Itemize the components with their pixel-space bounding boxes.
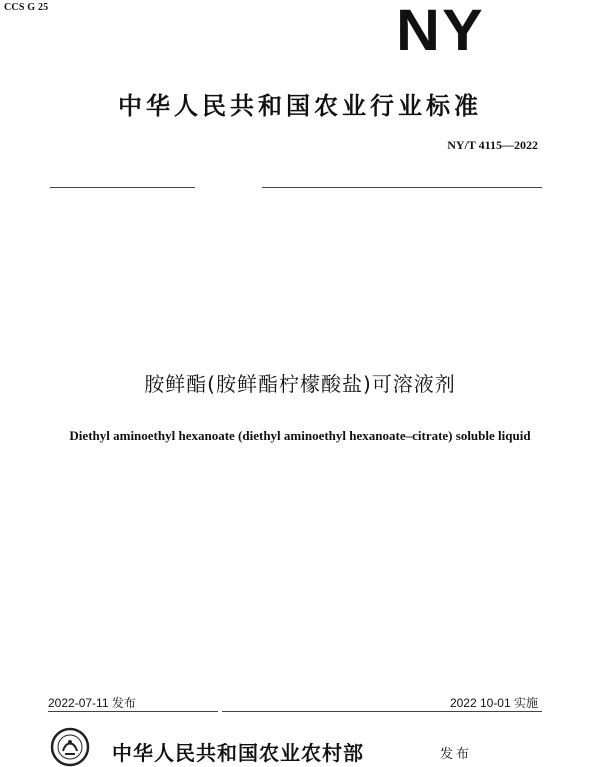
publish-date: 2022-07-11 发布 — [48, 696, 136, 710]
footer-divider-right — [222, 711, 542, 712]
document-title-cn: 胺鲜酯(胺鲜酯柠檬酸盐)可溶液剂 — [144, 372, 456, 396]
ministry-name: 中华人民共和国农业农村部 — [112, 741, 364, 765]
document-title-en: Diethyl aminoethyl hexanoate (diethyl aminoethyl hexanoate–citrate) soluble liquid — [69, 428, 531, 443]
standard-number: NY/T 4115—2022 — [447, 138, 538, 152]
header-divider-right — [262, 187, 542, 188]
ccs-code: CCS G 25 — [4, 2, 49, 13]
header-divider-left — [50, 187, 195, 188]
issue-label: 发布 — [440, 747, 473, 762]
ministry-seal-icon — [50, 727, 90, 767]
implement-date: 2022 10-01 实施 — [449, 696, 538, 710]
standard-category-title: 中华人民共和国农业行业标准 — [118, 92, 482, 120]
ny-logo: NY — [396, 0, 485, 63]
footer-divider-left — [48, 711, 218, 712]
